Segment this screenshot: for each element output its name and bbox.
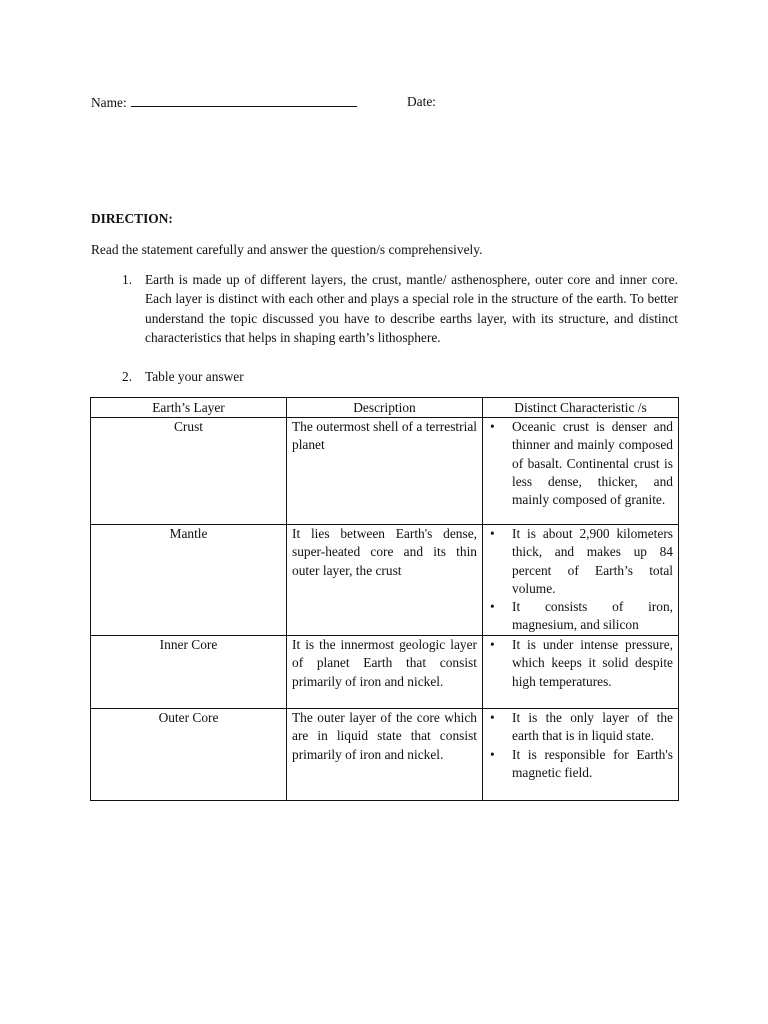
column-header-layer: Earth’s Layer [91, 398, 287, 418]
characteristic-item [488, 418, 673, 509]
table-header-row [91, 398, 679, 418]
characteristic-text: It is under intense pressure, which keeps it solid despite high temperatures. [512, 637, 673, 689]
column-header-characteristics: Distinct Characteristic /s [483, 398, 679, 418]
characteristic-item [488, 709, 673, 745]
layer-name: Crust [91, 418, 287, 525]
layer-name: Inner Core [91, 636, 287, 709]
list-item-number: 1. [122, 272, 133, 287]
earth-layers-table [90, 397, 679, 801]
list-item [122, 367, 678, 386]
characteristic-text: It is about 2,900 kilometers thick, and makes up 84 percent of Earth’s total volume. [512, 526, 673, 596]
table-row [91, 525, 679, 636]
characteristic-item [488, 746, 673, 782]
characteristic-text: It consists of iron, magnesium, and silicon [512, 599, 673, 633]
bullet-icon: • [490, 746, 495, 762]
list-item [122, 270, 678, 347]
table-row [91, 709, 679, 801]
list-item-text: Table your answer [145, 369, 244, 384]
bullet-icon: • [490, 419, 495, 435]
layer-description: The outer layer of the core which are in liquid state that consist primarily of iron and nickel. [287, 709, 483, 801]
name-label: Name: [91, 95, 127, 110]
layer-description: It lies between Earth's dense, super-heated core and its thin outer layer, the crust [287, 525, 483, 636]
characteristic-text: It is the only layer of the earth that is in liquid state. [512, 710, 673, 744]
layer-characteristics [483, 418, 679, 525]
name-blank-line[interactable] [131, 93, 357, 107]
bullet-icon: • [490, 710, 495, 726]
layer-name: Mantle [91, 525, 287, 636]
name-field [91, 93, 357, 112]
characteristic-item [488, 598, 673, 634]
layer-description: It is the innermost geologic layer of planet Earth that consist primarily of iron and nickel. [287, 636, 483, 709]
list-item-number: 2. [122, 369, 133, 384]
characteristic-item [488, 636, 673, 691]
column-header-description: Description [287, 398, 483, 418]
table-row [91, 636, 679, 709]
instruction-text: Read the statement carefully and answer the question/s comprehensively. [91, 242, 483, 257]
bullet-icon: • [490, 526, 495, 542]
layer-characteristics [483, 636, 679, 709]
bullet-icon: • [490, 637, 495, 653]
layer-name: Outer Core [91, 709, 287, 801]
bullet-icon: • [490, 599, 495, 615]
characteristic-text: Oceanic crust is denser and thinner and mainly composed of basalt. Continental crust is less dense, thicker, and mainly composed of granite. [512, 419, 673, 508]
layer-characteristics [483, 525, 679, 636]
date-label: Date: [407, 94, 436, 109]
direction-heading: DIRECTION: [91, 211, 173, 226]
characteristic-item [488, 525, 673, 598]
table-row [91, 418, 679, 525]
characteristic-text: It is responsible for Earth's magnetic field. [512, 746, 673, 780]
layer-description: The outermost shell of a terrestrial planet [287, 418, 483, 525]
layer-characteristics [483, 709, 679, 801]
list-item-text: Earth is made up of different layers, the crust, mantle/ asthenosphere, outer core and inner core. Each layer is distinct with each other and plays a special role in the structure of the earth. To better understand the topic discussed you have to describe earths layer, with its structure, and distinct characteristics that helps in shaping earth’s lithosphere. [145, 272, 678, 345]
